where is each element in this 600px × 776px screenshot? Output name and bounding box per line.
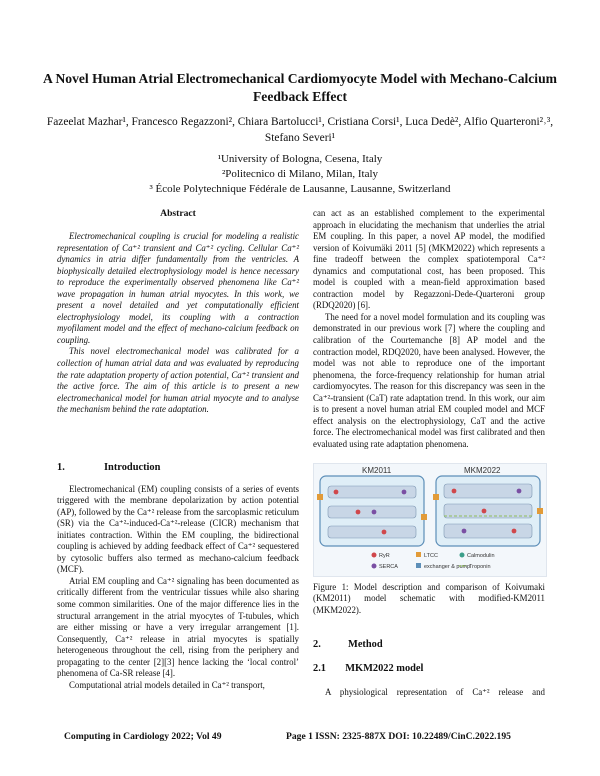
mkm2022-ltcc: [433, 494, 439, 500]
affiliation-1: ¹University of Bologna, Cesena, Italy: [217, 153, 383, 165]
mkm2022-ryr-3: [512, 529, 517, 534]
km2011-exchanger: [421, 514, 427, 520]
affiliation-2: ²Politecnico di Milano, Milan, Italy: [221, 168, 379, 180]
abstract-paragraph-2: This novel electromechanical model was calibrated for a collection of human atrial data and was evaluated by reproducing the rate adaptation property of action potential, Ca⁺² transient and the active force. The aim of this article is to present a new electromechanical model for human atrial myocyte and to analyse the mechanism behind the rate adaptation.: [57, 346, 299, 415]
legend-calmodulin: Calmodulin: [467, 553, 495, 559]
method-subnumber: 2.1: [313, 663, 326, 674]
method-subheading: [313, 663, 545, 674]
introduction-heading: [57, 462, 299, 474]
legend-ltcc: LTCC: [424, 553, 438, 559]
mkm2022-ryr-1: [452, 489, 457, 494]
km2011-ryr-3: [382, 530, 387, 535]
km2011-ryr-1: [334, 490, 339, 495]
legend-troponin: Troponin: [469, 564, 491, 570]
method-paragraph-1: [313, 687, 545, 699]
figure-label-mkm2022: MKM2022: [464, 466, 501, 475]
legend-serca: SERCA: [379, 564, 398, 570]
legend-ryr-icon: [372, 553, 377, 558]
figure-label-km2011: KM2011: [362, 466, 392, 475]
method-title: Method: [348, 639, 383, 650]
mkm2022-serca-2: [462, 529, 467, 534]
footer-journal: Computing in Cardiology 2022; Vol 49: [64, 731, 222, 742]
km2011-ryr-2: [356, 510, 361, 515]
legend-serca-icon: [372, 564, 377, 569]
affiliations: [40, 152, 560, 197]
introduction-title: Introduction: [104, 462, 161, 473]
method-paragraph-text: A physiological representation of Ca⁺² release and: [325, 687, 545, 697]
mkm2022-sr-2: [444, 504, 532, 518]
abstract-paragraph-1: Electromechanical coupling is crucial for modeling a realistic representation of Ca⁺² transient and Ca⁺² cycling. Cellular Ca⁺² dynamics in atria differ fundamentally from the ventricles. A biophysically detailed electrophysiology model is hence necessary to reproduce the experimentally observed phenomena like Ca⁺² wave propagation in human atrial myocytes. In this work, we present a novel detailed and yet computationally efficient electrophysiology model, its coupling with a contraction myofilament model and the effect of mechano-calcium feedback on coupling.: [57, 231, 299, 345]
intro-paragraph-continued: can act as an established complement to the experimental approach in elucidating the mechanism that underlies the atrial EM coupling. In this paper, a novel AP model, the modified version of Koivumäki 2011 [5] (MKM2022) which represents a fine tradeoff between the complex spatiotemporal Ca⁺² dynamics and computational cost, has been proposed. This model is coupled with a mean-field approximation based contraction model by Regazzoni-Dede-Quarteroni group (RDQ2020) [6].: [313, 208, 545, 311]
abstract-body: [57, 231, 299, 416]
introduction-section: [57, 462, 299, 691]
legend-calmodulin-icon: [460, 553, 465, 558]
intro-paragraph-4: The need for a novel model formulation and its coupling was demonstrated in our previous work [7] where the coupling and calibration of the Courtemanche [8] AP model and the contraction model, RDQ2020, have been analysed. However, the model was not able to reproduce one of the important phenomena, the force-frequency relationship for human atrial cardiomyocytes. The reason for this discrepancy was seen in the Ca⁺²-transient (CaT) rate adaptation trend. In this work, our aim is to present a novel human atrial EM coupled model and MCF effect analysis on the electrophysiology, CaT and the active force. The electromechanical model was first calibrated and then evaluated using rate adaptation phenomena.: [313, 311, 545, 449]
km2011-sr-3: [328, 526, 416, 538]
km2011-serca-1: [402, 490, 407, 495]
paper-title: A Novel Human Atrial Electromechanical Cardiomyocyte Model with Mechano-Calcium Feedback Effect: [43, 71, 557, 104]
figure-1: [313, 463, 547, 577]
figure-1-caption: Figure 1: Model description and comparison of Koivumaki (KM2011) model schematic with modified-KM2011 (MKM2022).: [313, 582, 545, 615]
legend-exchanger-icon: [416, 563, 421, 568]
method-number: 2.: [313, 639, 321, 650]
mkm2022-sr-3: [444, 524, 532, 538]
intro-paragraph-3: Computational atrial models detailed in Ca⁺² transport,: [69, 679, 265, 690]
intro-paragraph-1: Electromechanical (EM) coupling consists of a series of events triggered with the membrane depolarization by action potential (AP), followed by the Ca⁺² release from the sarcoplasmic reticulum (SR) via the Ca⁺²-induced-Ca⁺²-release (CICR) mechanism that initiates contraction. Within the EM coupling, the bidirectional coupling is achieved by adding feedback effect of Ca⁺² sequestered by cytosolic buffers also termed as mechano-calcium feedback (MCF).: [57, 483, 299, 575]
abstract-heading: Abstract: [160, 208, 196, 219]
intro-paragraph-2: Atrial EM coupling and Ca⁺² signaling has been documented as critically different from the ventricular tissues while also sharing some common similarities. One of the major difference lies in the structural arrangement in the atrial myocytes of T-tubules, which are either missing or have a very irregular arrangement [1]. Consequently, Ca⁺² release in atrial myocytes is spatially heterogeneous throughout the cell, rising from the periphery and propagating to the center [2][3] hence lacking the ‘local control’ phenomena of Ca-SR release [4].: [57, 575, 299, 679]
km2011-ltcc: [317, 494, 323, 500]
figure-legend: [372, 552, 495, 570]
km2011-serca-2: [372, 510, 377, 515]
legend-ltcc-icon: [416, 552, 421, 557]
mkm2022-exchanger: [537, 508, 543, 514]
affiliation-3: ³ École Polytechnique Fédérale de Lausanne, Lausanne, Switzerland: [149, 183, 451, 195]
legend-ryr: RyR: [379, 553, 390, 559]
legend-exchanger: exchanger & pump: [424, 564, 471, 570]
method-subtitle: MKM2022 model: [345, 663, 424, 674]
introduction-number: 1.: [57, 462, 65, 473]
right-column-text: [313, 208, 545, 450]
mkm2022-ryr-2: [482, 509, 487, 514]
figure-1-schematic: [314, 464, 546, 576]
mkm2022-serca-1: [517, 489, 522, 494]
method-heading: [313, 639, 545, 650]
footer-issn-doi: Page 1 ISSN: 2325-887X DOI: 10.22489/CinC.2022.195: [286, 731, 511, 742]
authors: Fazeelat Mazhar¹, Francesco Regazzoni², Chiara Bartolucci¹, Cristiana Corsi¹, Luca Dedè², Alfio Quarteroni²˒³, Stefano Severi¹: [46, 116, 554, 144]
